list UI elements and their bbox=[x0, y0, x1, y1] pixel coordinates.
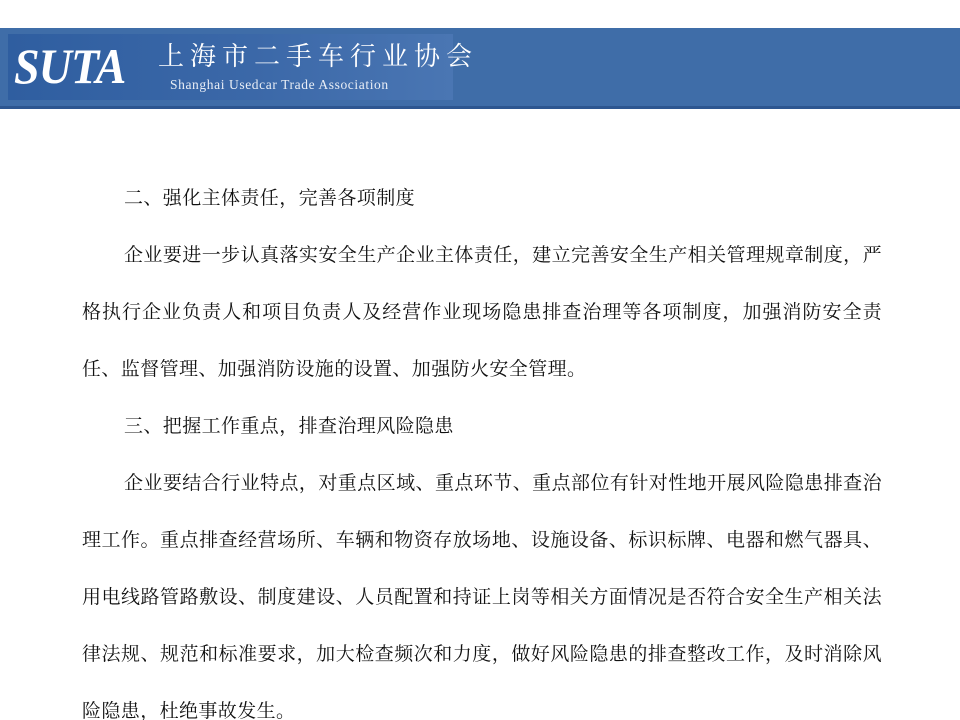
section-body-2: 企业要进一步认真落实安全生产企业主体责任，建立完善安全生产相关管理规章制度，严格执行企业负责人和项目负责人及经营作业现场隐患排查治理等各项制度，加强消防安全责任、监督管理、加强消防设施的设置、加强防火安全管理。 bbox=[82, 244, 882, 380]
org-name-en: Shanghai Usedcar Trade Association bbox=[170, 77, 389, 92]
org-name-cn: 上海市二手车行业协会 bbox=[158, 42, 479, 72]
section-body-3: 企业要结合行业特点，对重点区域、重点环节、重点部位有针对性地开展风险隐患排查治理工作。重点排查经营场所、车辆和物资存放场地、设施设备、标识标牌、电器和燃气器具、用电线路管路敷设、制度建设、人员配置和持证上岗等相关方面情况是否符合安全生产相关法律法规、规范和标准要求，加大检查频次和力度，做好风险隐患的排查整改工作，及时消除风险隐患，杜绝事故发生。 bbox=[82, 472, 882, 720]
header-band bbox=[0, 28, 960, 109]
section-heading-2: 二、强化主体责任，完善各项制度 bbox=[124, 187, 416, 209]
slide-content bbox=[82, 170, 882, 720]
association-logo bbox=[8, 34, 479, 100]
section-heading-3: 三、把握工作重点，排查治理风险隐患 bbox=[124, 415, 454, 437]
logo-mark: SUTA bbox=[14, 38, 126, 94]
